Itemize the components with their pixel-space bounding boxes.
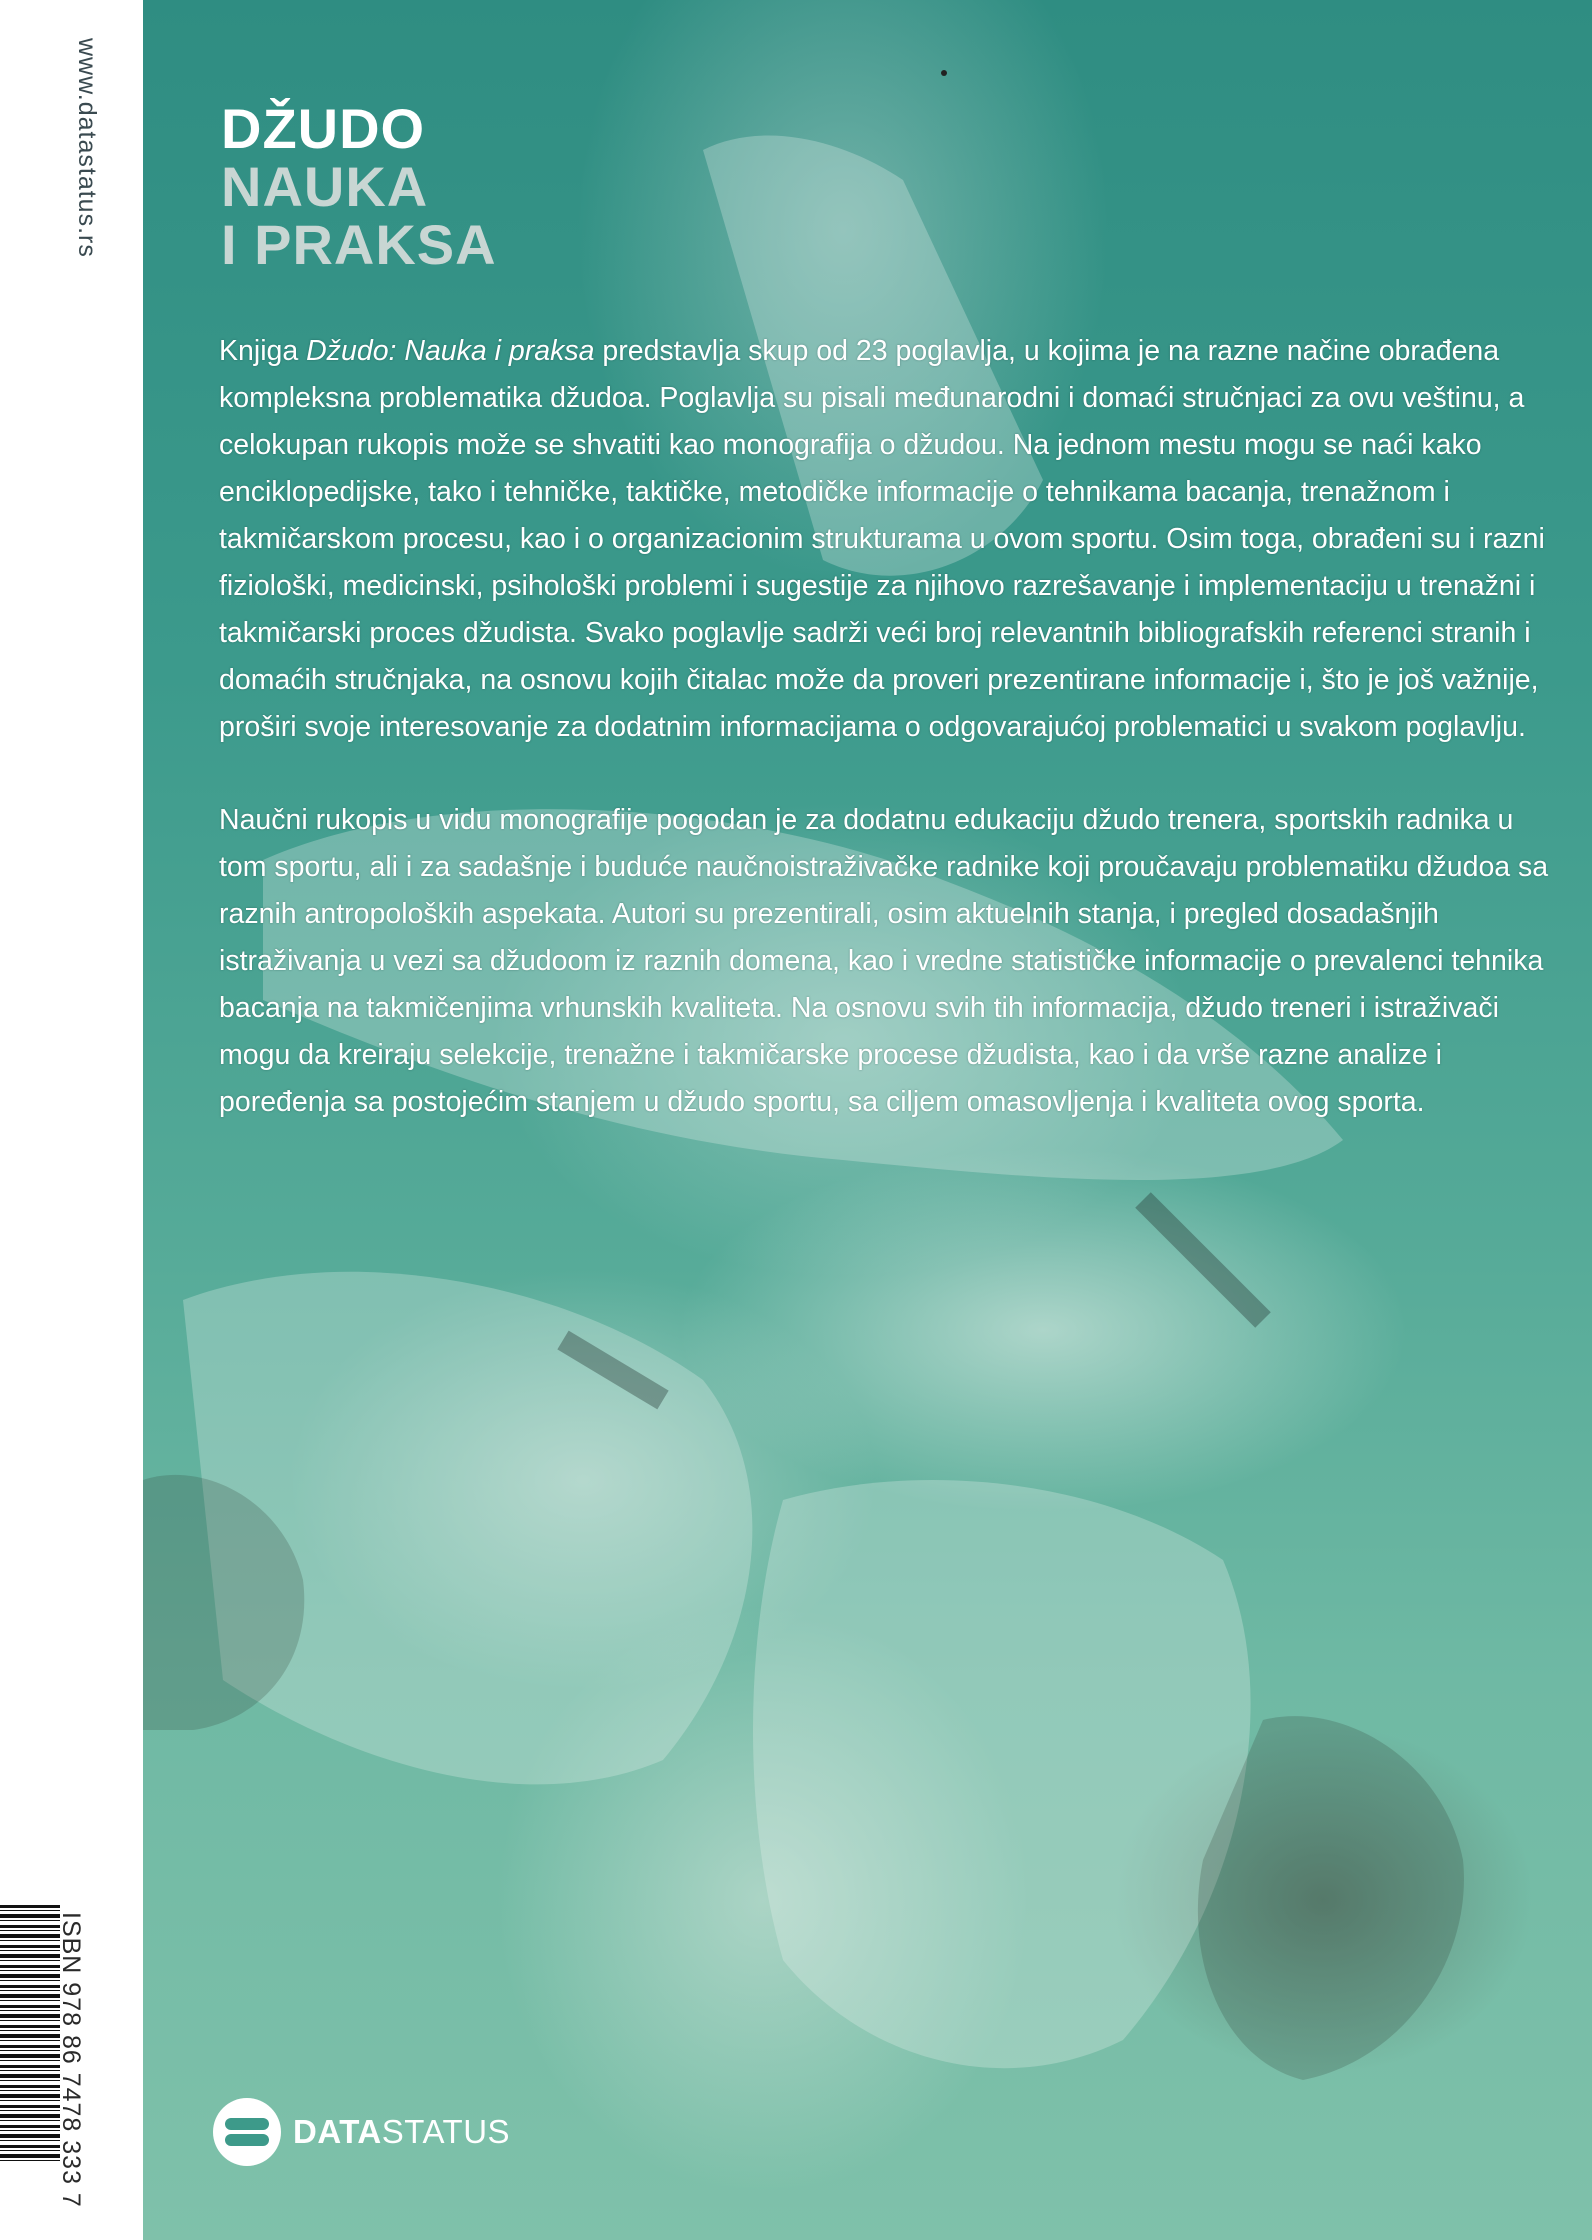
datastatus-logo-icon [213, 2098, 281, 2166]
publisher-logo [213, 2098, 510, 2166]
book-title [221, 97, 497, 276]
back-cover [143, 0, 1592, 2240]
description-paragraph-1 [219, 328, 1559, 751]
italic-book-title: Džudo: Nauka i praksa [306, 335, 595, 367]
isbn-number: ISBN 978 86 7478 333 7 [57, 1912, 85, 2208]
print-speck [941, 70, 947, 76]
paragraph-1-prefix: Knjiga [219, 335, 307, 367]
title-line-3: I PRAKSA [221, 213, 497, 276]
publisher-website: www.datastatus.rs [73, 38, 101, 258]
publisher-name-regular: STATUS [381, 2113, 511, 2150]
description-paragraph-2: Naučni rukopis u vidu monografije pogodan je za dodatnu edukaciju džudo trenera, sportskih radnika u tom sportu, ali i za sadašnje i buduće naučnoistraživačke radnike koji proučavaju problematiku džudoa sa raznih antropoloških aspekata. Autori su prezentirali, osim aktuelnih stanja, i pregled dosadašnjih istraživanja u vezi sa džudoom iz raznih domena, kao i vredne statističke informacije o prevalenci tehnika bacanja na takmičenjima vrhunskih kvaliteta. Na osnovu svih tih informacija, džudo treneri i istraživači mogu da kreiraju selekcije, trenažne i takmičarske procese džudista, kao i da vrše razne analize i poređenja sa postojećim stanjem u džudo sportu, sa ciljem omasovljenja i kvaliteta ovog sporta. [219, 804, 1549, 1118]
publisher-name-bold: DATA [293, 2113, 382, 2150]
paragraph-1-text: predstavlja skup od 23 poglavlja, u kojima je na razne načine obrađena kompleksna problematika džudoa. Poglavlja su pisali međunarodni i domaći stručnjaci za ovu veštinu, a celokupan rukopis može se shvatiti kao monografija o džudou. Na jednom mestu mogu se naći kako enciklopedijske, tako i tehničke, taktičke, metodičke informacije o tehnikama bacanja, trenažnom i takmičarskom procesu, kao i o organizacionim strukturama u ovom sportu. Osim toga, obrađeni su i razni fiziološki, medicinski, psihološki problemi i sugestije za njihovo razrešavanje i implementaciju u trenažni i takmičarski proces džudista. Svako poglavlje sadrži veći broj relevantnih bibliografskih referenci stranih i domaćih stručnjaka, na osnovu kojih čitalac može da proveri prezentirane informacije i, što je još važnije, proširi svoje interesovanje za dodatnim informacijama o odgovarajućoj problematici u svakom poglavlju. [219, 335, 1545, 743]
publisher-name [293, 2113, 510, 2151]
book-spine [0, 0, 143, 2240]
title-line-1: DŽUDO [221, 97, 426, 160]
barcode [0, 1905, 60, 2165]
title-line-2: NAUKA [221, 155, 429, 218]
book-description [219, 328, 1559, 1172]
